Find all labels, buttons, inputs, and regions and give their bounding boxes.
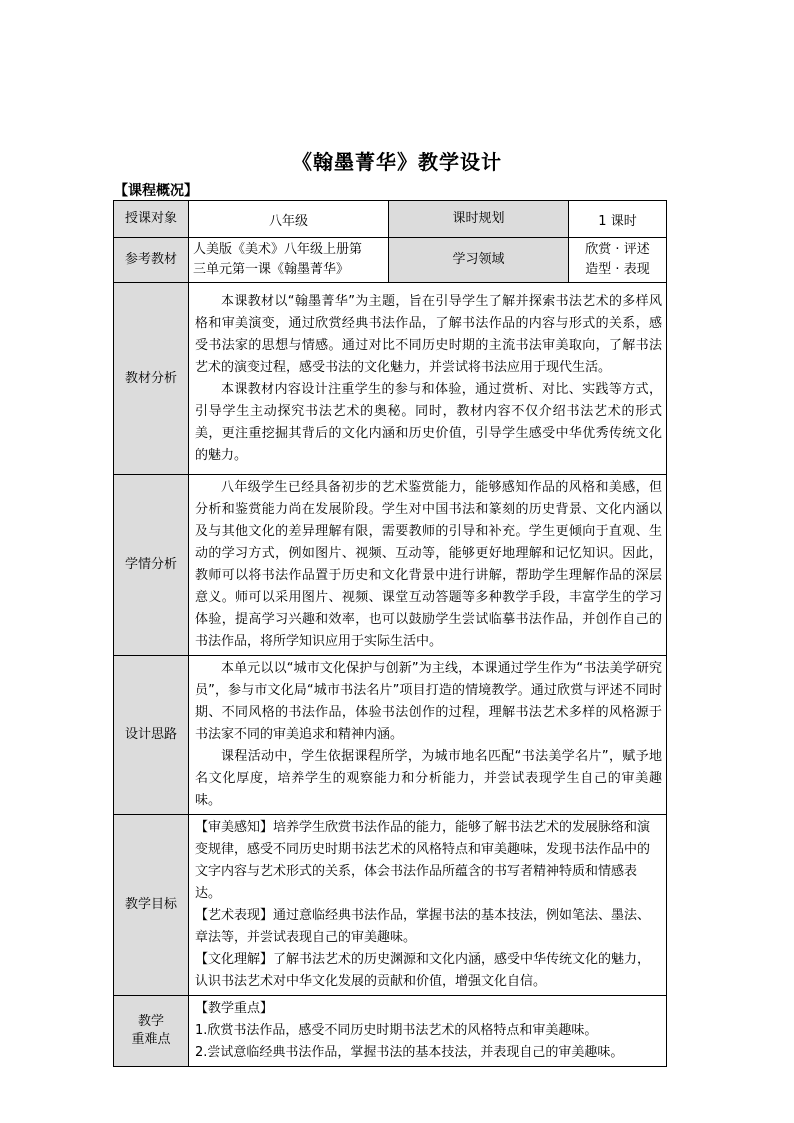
goal-culture-text: 了解书法艺术的历史渊源和文化内涵，感受中华传统文化的魅力，认识书法艺术对中华文化发展的贡献和价值，增强文化自信。 (195, 952, 651, 989)
label-design-idea: 设计思路 (114, 656, 189, 815)
goal-aesthetic-tag: 【审美感知】 (195, 820, 274, 835)
content-student-analysis (189, 475, 667, 656)
content-key-points (189, 996, 667, 1067)
value-textbook-ref (189, 238, 389, 283)
content-textbook-analysis (189, 283, 667, 475)
key-points-label-line-1: 教学 (137, 1014, 164, 1029)
label-audience: 授课对象 (114, 201, 189, 238)
value-learning-area (569, 238, 667, 283)
row-key-points (114, 996, 667, 1067)
course-overview-table (113, 200, 667, 1067)
label-student-analysis: 学情分析 (114, 475, 189, 656)
label-key-points (114, 996, 189, 1067)
content-teaching-goals (189, 815, 667, 996)
value-periods: 1 课时 (569, 201, 667, 238)
goal-expression-text: 通过意临经典书法作品，掌握书法的基本技法，例如笔法、墨法、章法等，并尝试表现自己的审美趣味。 (195, 908, 651, 945)
key-point-2: 2.尝试意临经典书法作品，掌握书法的基本技法，并表现自己的审美趣味。 (195, 1045, 624, 1060)
key-point-1: 1.欣赏书法作品，感受不同历史时期书法艺术的风格特点和审美趣味。 (195, 1023, 598, 1038)
goal-culture (195, 949, 662, 993)
row-audience (114, 201, 667, 238)
label-textbook-analysis: 教材分析 (114, 283, 189, 475)
learning-area-line-2: 造型 · 表现 (585, 262, 650, 277)
learning-area-line-1: 欣赏 · 评述 (585, 242, 650, 257)
row-design-idea (114, 656, 667, 815)
label-learning-area: 学习领域 (389, 238, 569, 283)
goal-culture-tag: 【文化理解】 (195, 952, 274, 967)
section-heading: 【课程概况】 (114, 183, 198, 199)
design-idea-para-1: 本单元以以“城市文化保护与创新”为主线，本课通过学生作为“书法美学研究员”，参与市文化局“城市书法名片”项目打造的情境教学。通过欣赏与评述不同时期、不同风格的书法作品，体验书法创作的过程，理解书法艺术多样的风格源于书法家不同的审美追求和精神内涵。 (195, 661, 662, 742)
student-analysis-para-1: 八年级学生已经具备初步的艺术鉴赏能力，能够感知作品的风格和美感，但分析和鉴赏能力尚在发展阶段。学生对中国书法和篆刻的历史背景、文化内涵以及与其他文化的差异理解有限，需要教师的引导和补充。学生更倾向于直观、生动的学习方式，例如图片、视频、互动等，能够更好地理解和记忆知识。因此，教师可以将书法作品置于历史和文化背景中进行讲解，帮助学生理解作品的深层意义。师可以采用图片、视频、课堂互动答题等多种教学手段，丰富学生的学习体验，提高学习兴趣和效率，也可以鼓励学生尝试临摹书法作品，并创作自己的书法作品，将所学知识应用于实际生活中。 (195, 480, 662, 649)
label-teaching-goals: 教学目标 (114, 815, 189, 996)
row-student-analysis (114, 475, 667, 656)
row-textbook-analysis (114, 283, 667, 475)
key-points-label-line-2: 重难点 (131, 1032, 171, 1047)
key-points-heading: 【教学重点】 (195, 1001, 274, 1016)
label-periods: 课时规划 (389, 201, 569, 238)
row-textbook-ref (114, 238, 667, 283)
textbook-ref-line-2: 三单元第一课《翰墨菁华》 (193, 262, 350, 277)
goal-aesthetic (195, 817, 662, 905)
textbook-ref-line-1: 人美版《美术》八年级上册第 (193, 242, 363, 257)
page-title: 《翰墨菁华》教学设计 (292, 150, 502, 174)
value-audience: 八年级 (189, 201, 389, 238)
textbook-analysis-para-1: 本课教材以“翰墨菁华”为主题，旨在引导学生了解并探索书法艺术的多样风格和审美演变，通过欣赏经典书法作品，了解书法作品的内容与形式的关系，感受书法家的思想与情感。通过对比不同历史时期的主流书法审美取向，了解书法艺术的演变过程，感受书法的文化魅力，并尝试将书法应用于现代生活。 (195, 293, 662, 375)
goal-expression (195, 905, 662, 949)
row-teaching-goals (114, 815, 667, 996)
label-textbook-ref: 参考教材 (114, 238, 189, 283)
design-idea-para-2: 课程活动中，学生依据课程所学，为城市地名匹配“书法美学名片”，赋予地名文化厚度，培养学生的观察能力和分析能力，并尝试表现学生自己的审美趣味。 (195, 749, 662, 808)
goal-expression-tag: 【艺术表现】 (195, 908, 274, 923)
content-design-idea (189, 656, 667, 815)
goal-aesthetic-text: 培养学生欣赏书法作品的能力，能够了解书法艺术的发展脉络和演变规律，感受不同历史时期书法艺术的风格特点和审美趣味，发现书法作品中的文字内容与艺术形式的关系，体会书法作品所蕴含的书写者精神特质和情感表达。 (195, 820, 651, 901)
textbook-analysis-para-2: 本课教材内容设计注重学生的参与和体验，通过赏析、对比、实践等方式，引导学生主动探究书法艺术的奥秘。同时，教材内容不仅介绍书法艺术的形式美，更注重挖掘其背后的文化内涵和历史价值，引导学生感受中华优秀传统文化的魅力。 (195, 381, 662, 463)
